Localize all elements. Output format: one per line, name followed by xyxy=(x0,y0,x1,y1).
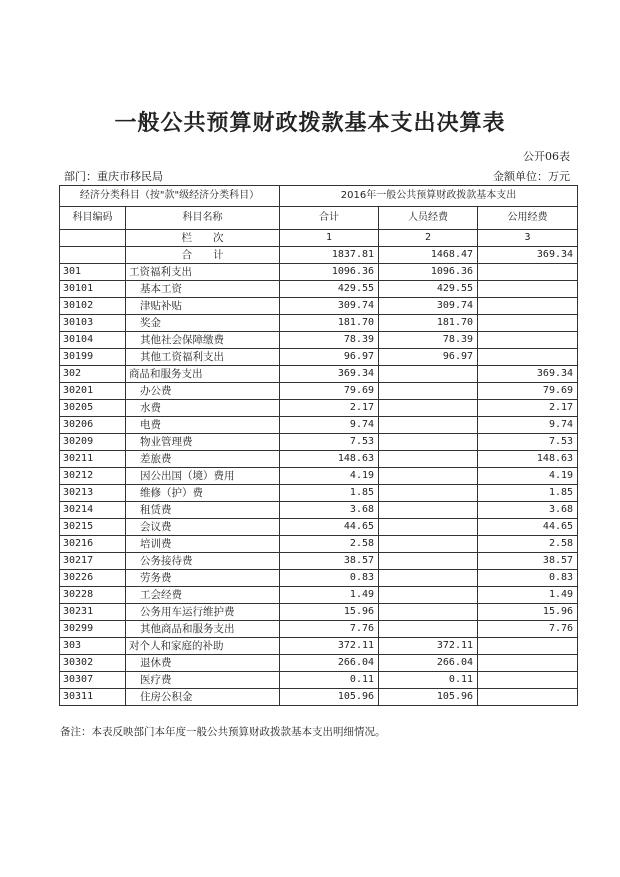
table-row xyxy=(60,264,578,281)
row-code: 30102 xyxy=(60,298,126,315)
row-code: 30201 xyxy=(60,383,126,400)
row-name: 工资福利支出 xyxy=(126,264,280,281)
row-name: 其他商品和服务支出 xyxy=(126,621,280,638)
index-1: 1 xyxy=(280,230,379,247)
row-total: 1096.36 xyxy=(280,264,379,281)
row-public: 15.96 xyxy=(478,604,578,621)
row-total: 105.96 xyxy=(280,689,379,706)
row-total: 96.97 xyxy=(280,349,379,366)
unit-label: 金额单位：万元 xyxy=(493,170,570,183)
total-public: 369.34 xyxy=(478,247,578,264)
row-name: 津贴补贴 xyxy=(126,298,280,315)
table-row xyxy=(60,689,578,706)
table-row xyxy=(60,672,578,689)
index-code-cell xyxy=(60,230,126,247)
page-title: 一般公共预算财政拨款基本支出决算表 xyxy=(114,110,506,136)
row-name: 电费 xyxy=(126,417,280,434)
row-name: 因公出国（境）费用 xyxy=(126,468,280,485)
row-total: 79.69 xyxy=(280,383,379,400)
expenditure-table xyxy=(59,185,578,706)
row-code: 30228 xyxy=(60,587,126,604)
row-public: 4.19 xyxy=(478,468,578,485)
row-public: 44.65 xyxy=(478,519,578,536)
row-total: 372.11 xyxy=(280,638,379,655)
header-name: 科目名称 xyxy=(126,207,280,230)
row-total: 1.49 xyxy=(280,587,379,604)
table-row xyxy=(60,638,578,655)
table-row xyxy=(60,281,578,298)
row-name: 水费 xyxy=(126,400,280,417)
total-label: 合 计 xyxy=(126,247,280,264)
row-name: 退休费 xyxy=(126,655,280,672)
table-row xyxy=(60,400,578,417)
row-total: 2.17 xyxy=(280,400,379,417)
row-code: 30101 xyxy=(60,281,126,298)
row-personnel: 78.39 xyxy=(379,332,478,349)
row-code: 30205 xyxy=(60,400,126,417)
row-personnel xyxy=(379,604,478,621)
row-name: 基本工资 xyxy=(126,281,280,298)
row-public: 9.74 xyxy=(478,417,578,434)
row-total: 2.58 xyxy=(280,536,379,553)
footnote: 备注：本表反映部门本年度一般公共预算财政拨款基本支出明细情况。 xyxy=(60,726,386,738)
row-public: 2.58 xyxy=(478,536,578,553)
row-total: 7.76 xyxy=(280,621,379,638)
row-personnel xyxy=(379,485,478,502)
row-personnel xyxy=(379,366,478,383)
row-name: 其他社会保障缴费 xyxy=(126,332,280,349)
row-personnel xyxy=(379,451,478,468)
row-code: 30214 xyxy=(60,502,126,519)
row-personnel: 105.96 xyxy=(379,689,478,706)
row-total: 9.74 xyxy=(280,417,379,434)
index-2: 2 xyxy=(379,230,478,247)
table-row xyxy=(60,434,578,451)
header-group-row xyxy=(60,186,578,207)
row-public xyxy=(478,689,578,706)
row-public: 369.34 xyxy=(478,366,578,383)
row-public: 79.69 xyxy=(478,383,578,400)
row-code: 30211 xyxy=(60,451,126,468)
total-personnel: 1468.47 xyxy=(379,247,478,264)
row-name: 公务用车运行维护费 xyxy=(126,604,280,621)
row-public: 7.53 xyxy=(478,434,578,451)
table-row xyxy=(60,536,578,553)
column-index-row xyxy=(60,230,578,247)
row-code: 30231 xyxy=(60,604,126,621)
row-personnel: 309.74 xyxy=(379,298,478,315)
row-personnel xyxy=(379,536,478,553)
header-public: 公用经费 xyxy=(478,207,578,230)
row-code: 30213 xyxy=(60,485,126,502)
row-code: 30299 xyxy=(60,621,126,638)
table-row xyxy=(60,502,578,519)
total-sum: 1837.81 xyxy=(280,247,379,264)
row-personnel: 1096.36 xyxy=(379,264,478,281)
table-row xyxy=(60,621,578,638)
row-code: 30212 xyxy=(60,468,126,485)
row-total: 0.83 xyxy=(280,570,379,587)
row-personnel xyxy=(379,468,478,485)
row-name: 维修（护）费 xyxy=(126,485,280,502)
row-personnel: 96.97 xyxy=(379,349,478,366)
row-code: 30103 xyxy=(60,315,126,332)
row-total: 181.70 xyxy=(280,315,379,332)
row-public xyxy=(478,655,578,672)
table-row xyxy=(60,553,578,570)
row-public xyxy=(478,672,578,689)
index-3: 3 xyxy=(478,230,578,247)
table-row xyxy=(60,349,578,366)
row-public: 38.57 xyxy=(478,553,578,570)
row-public xyxy=(478,315,578,332)
row-name: 工会经费 xyxy=(126,587,280,604)
table-row xyxy=(60,468,578,485)
header-personnel: 人员经费 xyxy=(379,207,478,230)
row-public xyxy=(478,298,578,315)
row-code: 30206 xyxy=(60,417,126,434)
row-total: 0.11 xyxy=(280,672,379,689)
row-name: 住房公积金 xyxy=(126,689,280,706)
row-total: 7.53 xyxy=(280,434,379,451)
row-public: 2.17 xyxy=(478,400,578,417)
table-row xyxy=(60,604,578,621)
row-code: 30215 xyxy=(60,519,126,536)
row-public: 1.49 xyxy=(478,587,578,604)
row-total: 309.74 xyxy=(280,298,379,315)
row-name: 培训费 xyxy=(126,536,280,553)
row-code: 30217 xyxy=(60,553,126,570)
row-name: 其他工资福利支出 xyxy=(126,349,280,366)
row-name: 医疗费 xyxy=(126,672,280,689)
row-personnel xyxy=(379,553,478,570)
row-name: 对个人和家庭的补助 xyxy=(126,638,280,655)
row-personnel xyxy=(379,502,478,519)
row-code: 30302 xyxy=(60,655,126,672)
row-personnel: 372.11 xyxy=(379,638,478,655)
row-name: 租赁费 xyxy=(126,502,280,519)
row-code: 30311 xyxy=(60,689,126,706)
row-public: 3.68 xyxy=(478,502,578,519)
table-row xyxy=(60,366,578,383)
row-code: 30209 xyxy=(60,434,126,451)
row-personnel: 181.70 xyxy=(379,315,478,332)
header-column-row xyxy=(60,207,578,230)
header-economic-classification: 经济分类科目（按"款"级经济分类科目） xyxy=(60,186,280,207)
department-label: 部门：重庆市移民局 xyxy=(64,170,163,183)
row-public: 148.63 xyxy=(478,451,578,468)
row-personnel xyxy=(379,570,478,587)
table-row xyxy=(60,485,578,502)
row-total: 266.04 xyxy=(280,655,379,672)
header-code: 科目编码 xyxy=(60,207,126,230)
row-personnel xyxy=(379,519,478,536)
row-public xyxy=(478,332,578,349)
table-row xyxy=(60,383,578,400)
row-name: 公务接待费 xyxy=(126,553,280,570)
row-name: 商品和服务支出 xyxy=(126,366,280,383)
row-public xyxy=(478,349,578,366)
row-total: 3.68 xyxy=(280,502,379,519)
row-total: 429.55 xyxy=(280,281,379,298)
row-code: 30226 xyxy=(60,570,126,587)
table-row xyxy=(60,298,578,315)
header-budget-group: 2016年一般公共预算财政拨款基本支出 xyxy=(280,186,578,207)
total-row xyxy=(60,247,578,264)
row-public: 0.83 xyxy=(478,570,578,587)
row-total: 148.63 xyxy=(280,451,379,468)
row-name: 会议费 xyxy=(126,519,280,536)
header-total: 合计 xyxy=(280,207,379,230)
row-code: 30199 xyxy=(60,349,126,366)
row-personnel xyxy=(379,400,478,417)
table-row xyxy=(60,655,578,672)
row-personnel xyxy=(379,587,478,604)
row-public xyxy=(478,281,578,298)
row-code: 30104 xyxy=(60,332,126,349)
row-total: 1.85 xyxy=(280,485,379,502)
row-total: 369.34 xyxy=(280,366,379,383)
row-personnel: 429.55 xyxy=(379,281,478,298)
table-row xyxy=(60,417,578,434)
row-name: 物业管理费 xyxy=(126,434,280,451)
row-code: 303 xyxy=(60,638,126,655)
row-code: 30216 xyxy=(60,536,126,553)
table-row xyxy=(60,451,578,468)
row-total: 4.19 xyxy=(280,468,379,485)
row-name: 差旅费 xyxy=(126,451,280,468)
table-row xyxy=(60,570,578,587)
row-name: 办公费 xyxy=(126,383,280,400)
row-personnel: 0.11 xyxy=(379,672,478,689)
row-public: 7.76 xyxy=(478,621,578,638)
row-total: 44.65 xyxy=(280,519,379,536)
row-code: 30307 xyxy=(60,672,126,689)
form-number: 公开06表 xyxy=(523,150,570,163)
row-total: 15.96 xyxy=(280,604,379,621)
row-public: 1.85 xyxy=(478,485,578,502)
row-total: 38.57 xyxy=(280,553,379,570)
table-row xyxy=(60,315,578,332)
row-total: 78.39 xyxy=(280,332,379,349)
row-personnel xyxy=(379,434,478,451)
row-name: 奖金 xyxy=(126,315,280,332)
row-personnel xyxy=(379,621,478,638)
row-personnel xyxy=(379,417,478,434)
row-personnel: 266.04 xyxy=(379,655,478,672)
row-personnel xyxy=(379,383,478,400)
table-row xyxy=(60,587,578,604)
index-label: 栏 次 xyxy=(126,230,280,247)
row-public xyxy=(478,638,578,655)
table-row xyxy=(60,519,578,536)
row-public xyxy=(478,264,578,281)
row-name: 劳务费 xyxy=(126,570,280,587)
table-row xyxy=(60,332,578,349)
row-code: 302 xyxy=(60,366,126,383)
row-code: 301 xyxy=(60,264,126,281)
total-code-cell xyxy=(60,247,126,264)
